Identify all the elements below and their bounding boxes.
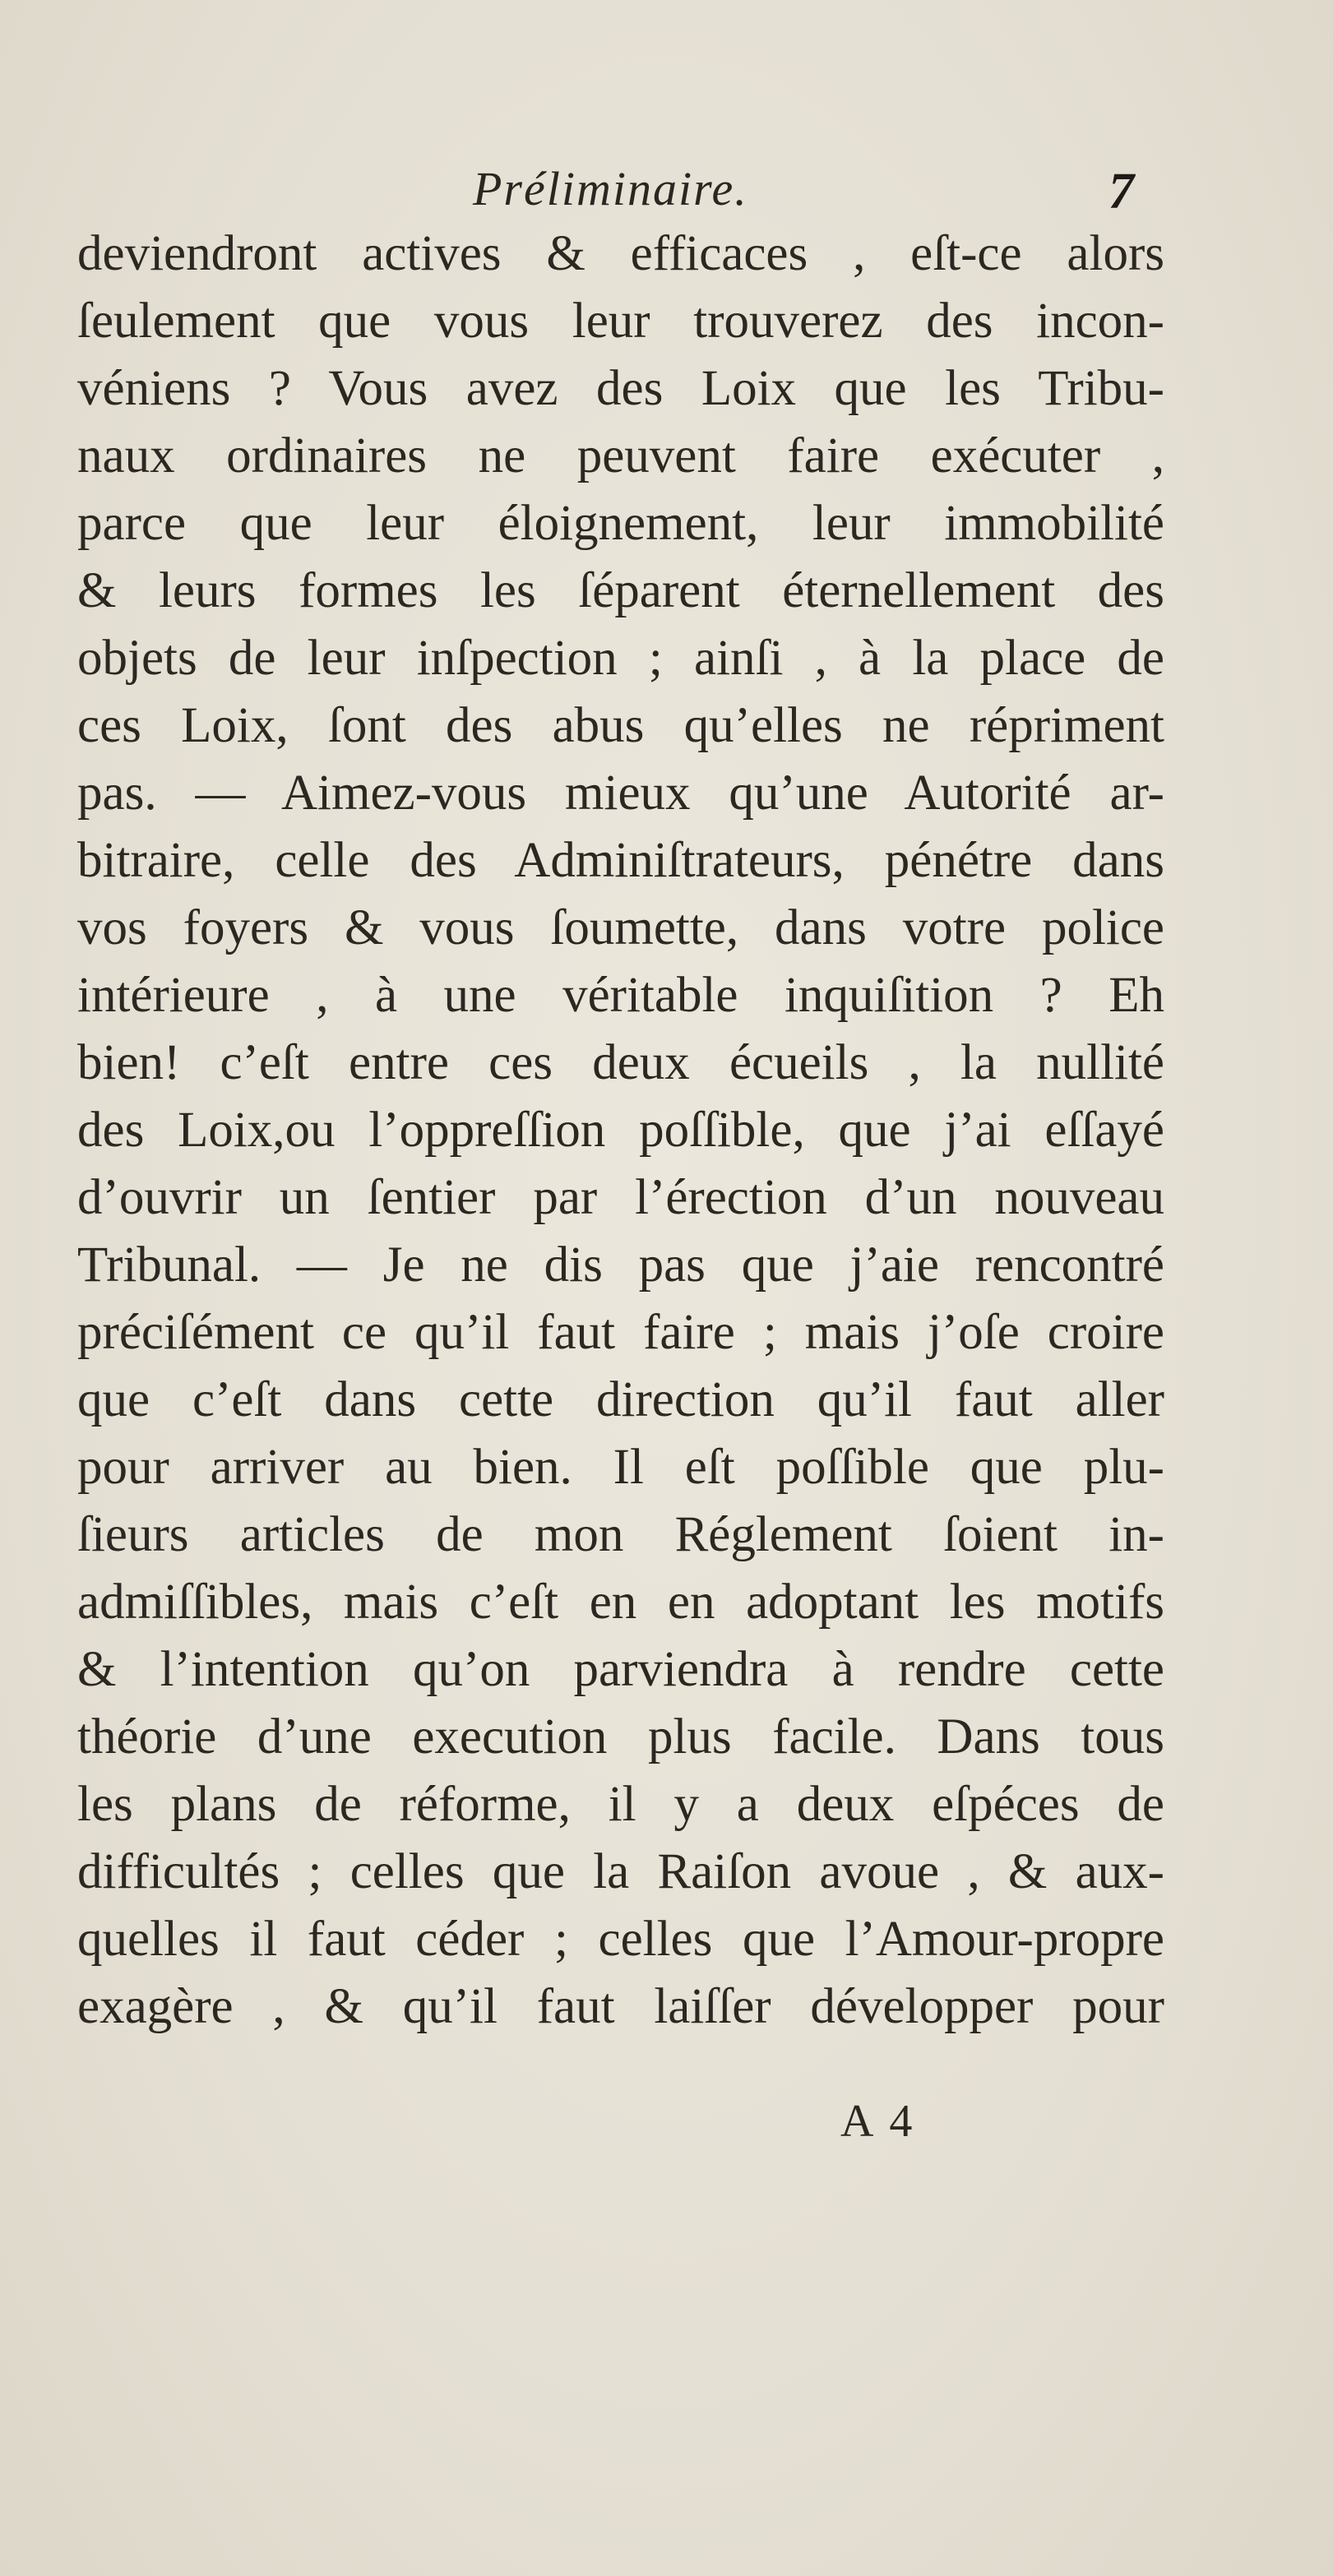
text-line: vos foyers & vous ſoumette, dans votre police — [77, 900, 1164, 955]
text-line: exagère , & qu’il faut laiſſer développer pour — [77, 1979, 1164, 2034]
text-line: préciſément ce qu’il faut faire ; mais j’oſe croire — [77, 1305, 1164, 1360]
text-line: les plans de réforme, il y a deux eſpéces de — [77, 1777, 1164, 1832]
text-line: difficultés ; celles que la Raiſon avoue , & aux- — [77, 1844, 1164, 1899]
signature-mark: A 4 — [840, 2096, 916, 2147]
page-number: 7 — [1109, 164, 1134, 220]
text-line: théorie d’une execution plus facile. Dans tous — [77, 1709, 1164, 1764]
text-line: intérieure , à une véritable inquiſition ? Eh — [77, 968, 1164, 1023]
text-line: deviendront actives & efficaces , eſt-ce alors — [77, 226, 1164, 281]
text-line: & leurs formes les ſéparent éternellement des — [77, 563, 1164, 618]
text-line: bitraire, celle des Adminiſtrateurs, pénétre dans — [77, 833, 1164, 888]
text-line: ſeulement que vous leur trouverez des incon- — [77, 294, 1164, 349]
text-line: d’ouvrir un ſentier par l’érection d’un nouveau — [77, 1170, 1164, 1225]
text-line: objets de leur inſpection ; ainſi , à la place de — [77, 631, 1164, 686]
text-line: véniens ? Vous avez des Loix que les Tribu- — [77, 361, 1164, 416]
text-line: pour arriver au bien. Il eſt poſſible que plu- — [77, 1440, 1164, 1495]
text-line: admiſſibles, mais c’eſt en en adoptant les motifs — [77, 1575, 1164, 1630]
running-head — [0, 160, 1333, 226]
body-text — [77, 220, 1164, 2041]
text-line: ces Loix, ſont des abus qu’elles ne répriment — [77, 698, 1164, 753]
text-line: Tribunal. — Je ne dis pas que j’aie rencontré — [77, 1237, 1164, 1293]
text-line: quelles il faut céder ; celles que l’Amour-propre — [77, 1912, 1164, 1967]
text-line: & l’intention qu’on parviendra à rendre cette — [77, 1642, 1164, 1697]
text-line: des Loix,ou l’oppreſſion poſſible, que j’ai eſſayé — [77, 1103, 1164, 1158]
running-title: Préliminaire. — [473, 162, 748, 215]
text-line: que c’eſt dans cette direction qu’il faut aller — [77, 1372, 1164, 1427]
text-line: bien! c’eſt entre ces deux écueils , la nullité — [77, 1035, 1164, 1090]
text-line: naux ordinaires ne peuvent faire exécuter , — [77, 428, 1164, 483]
text-line: ſieurs articles de mon Réglement ſoient in- — [77, 1507, 1164, 1562]
text-line: pas. — Aimez-vous mieux qu’une Autorité ar- — [77, 765, 1164, 821]
text-line: parce que leur éloignement, leur immobilité — [77, 496, 1164, 551]
